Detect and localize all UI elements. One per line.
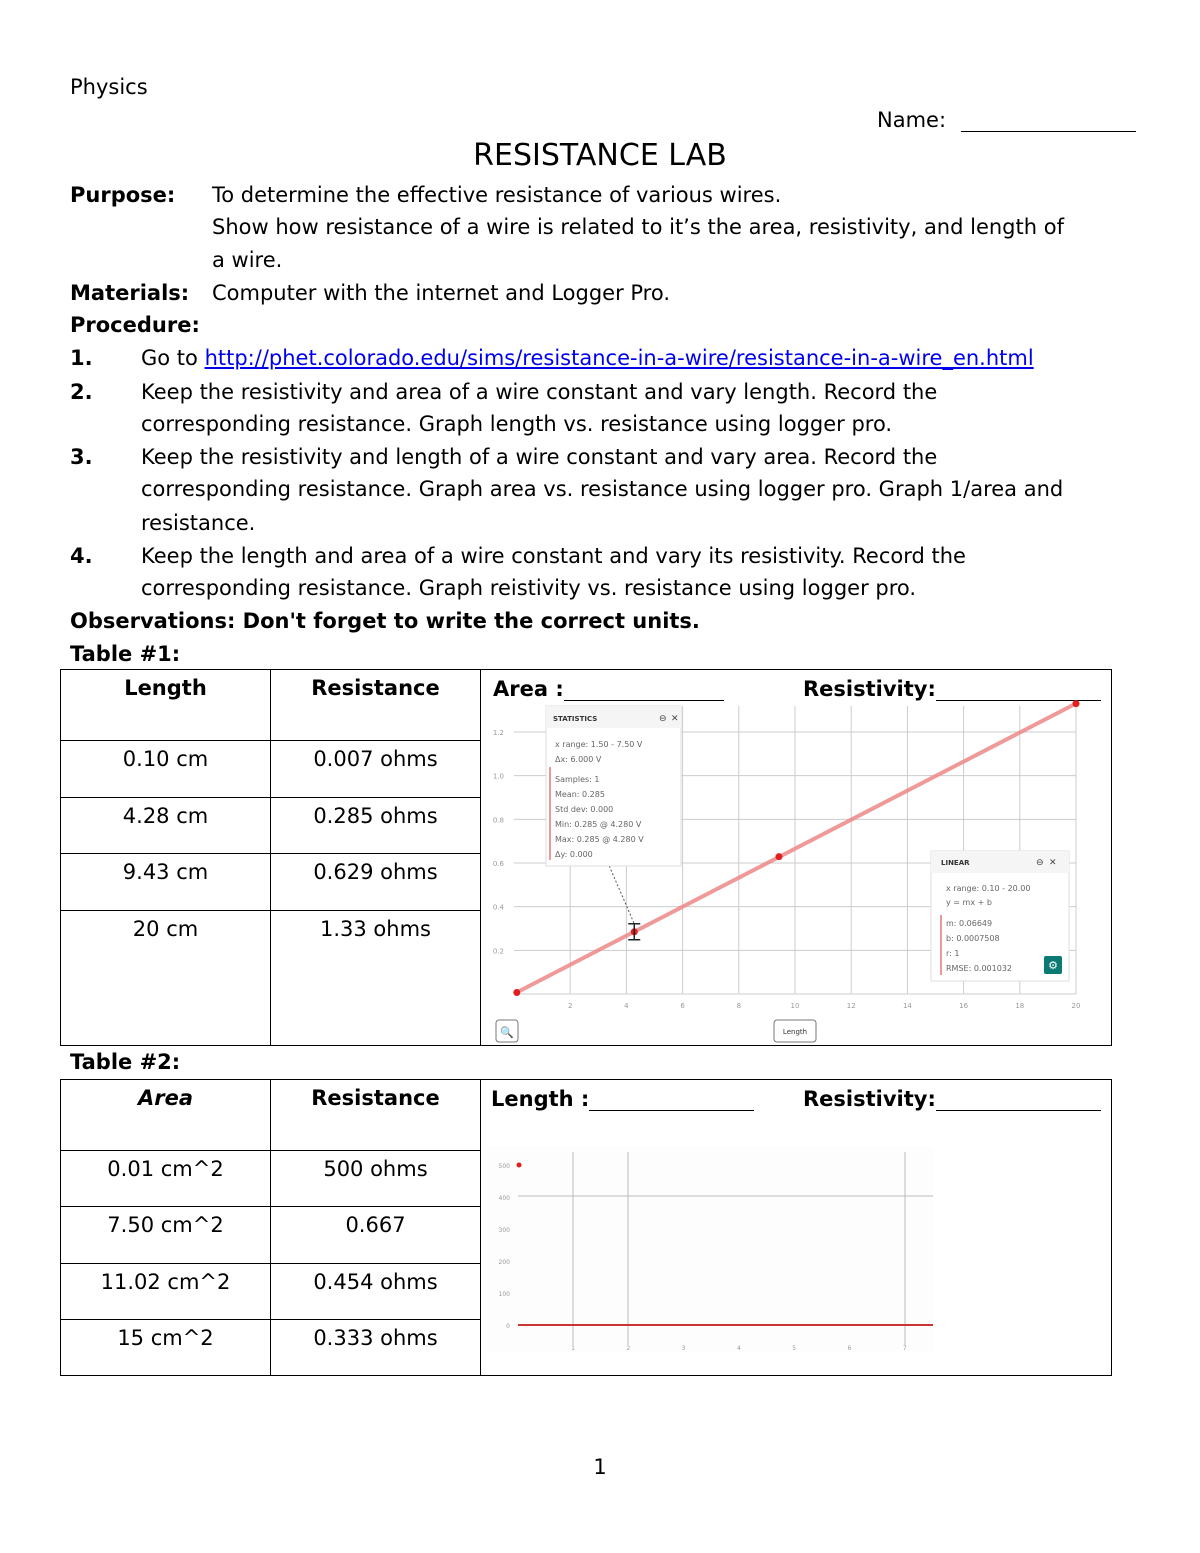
- statistics-line: Δy: 0.000: [555, 850, 593, 859]
- x-tick-label: 6: [847, 1345, 852, 1352]
- close-icon: ✕: [671, 714, 679, 724]
- x-tick-label: 18: [1015, 1002, 1025, 1010]
- y-tick-label: 400: [498, 1195, 510, 1202]
- purpose-label: Purpose:: [70, 183, 176, 207]
- x-tick-label: 6: [680, 1002, 685, 1010]
- cell: 0.333 ohms: [271, 1320, 481, 1376]
- data-point: [775, 853, 782, 860]
- x-tick-label: 2: [567, 1002, 573, 1010]
- linear-line: x range: 0.10 - 20.00: [946, 884, 1031, 893]
- observations-label: Observations: Don't forget to write the correct units.: [70, 609, 700, 633]
- cell: 0.01 cm^2: [61, 1151, 271, 1207]
- linear-line: r: 1: [946, 949, 960, 958]
- cell: 7.50 cm^2: [61, 1207, 271, 1264]
- subject-label: Physics: [70, 75, 148, 99]
- length-label: Length :: [491, 1087, 590, 1111]
- statistics-line: x range: 1.50 - 7.50 V: [555, 740, 643, 749]
- header-length: Length: [61, 670, 271, 741]
- x-tick-label: 1: [571, 1345, 575, 1352]
- cell: 1.33 ohms: [271, 911, 481, 1046]
- header-area: Area: [61, 1080, 271, 1151]
- cell: 9.43 cm: [61, 854, 271, 911]
- resistivity-label: Resistivity:: [803, 677, 936, 701]
- step-text: resistance.: [141, 511, 256, 535]
- data-point: [517, 1163, 522, 1168]
- table1-label: Table #1:: [70, 642, 181, 666]
- y-tick-label: 1.0: [492, 772, 504, 781]
- statistics-title: STATISTICS: [553, 715, 598, 723]
- x-tick-label: 4: [624, 1002, 629, 1010]
- statistics-line: Δx: 6.000 V: [555, 755, 602, 764]
- linear-line: RMSE: 0.001032: [946, 964, 1013, 973]
- statistics-line: Mean: 0.285: [555, 790, 605, 799]
- cell: 15 cm^2: [61, 1320, 271, 1376]
- page-number: 1: [593, 1455, 607, 1479]
- y-tick-label: 200: [498, 1259, 510, 1266]
- cell: 0.10 cm: [61, 741, 271, 798]
- header-resistance: Resistance: [271, 1080, 481, 1151]
- step-number: 1.: [70, 346, 93, 370]
- cell: 0.285 ohms: [271, 798, 481, 854]
- statistics-line: Min: 0.285 @ 4.280 V: [555, 820, 642, 829]
- statistics-line: Max: 0.285 @ 4.280 V: [555, 835, 644, 844]
- step-text: Go to: [141, 346, 205, 370]
- x-tick-label: 10: [790, 1002, 800, 1010]
- length-resistance-chart: [481, 670, 1111, 1045]
- x-tick-label: 4: [736, 1345, 741, 1352]
- statistics-line: Samples: 1: [555, 775, 600, 784]
- plot-background: [486, 1146, 933, 1353]
- x-tick-label: 12: [846, 1002, 856, 1010]
- x-tick-label: 5: [792, 1345, 797, 1352]
- data-point: [513, 989, 520, 996]
- linear-line: m: 0.06649: [946, 919, 993, 928]
- y-tick-label: 0.2: [492, 947, 504, 956]
- step-number: 3.: [70, 445, 93, 469]
- x-tick-label: 8: [736, 1002, 742, 1010]
- cell: 0.667: [271, 1207, 481, 1264]
- step-number: 2.: [70, 380, 93, 404]
- linear-line: y = mx + b: [946, 898, 992, 907]
- step-text: corresponding resistance. Graph reistivity vs. resistance using logger pro.: [141, 576, 917, 600]
- y-tick-label: 0.4: [492, 903, 504, 912]
- cell: 0.629 ohms: [271, 854, 481, 911]
- purpose-line: Show how resistance of a wire is related to it’s the area, resistivity, and length of: [212, 215, 1064, 239]
- data-point: [1073, 700, 1080, 707]
- cell: 11.02 cm^2: [61, 1264, 271, 1320]
- procedure-label: Procedure:: [70, 313, 200, 337]
- purpose-line: a wire.: [212, 248, 283, 272]
- gear-icon: ⚙: [1048, 959, 1058, 972]
- step-text: corresponding resistance. Graph length vs. resistance using logger pro.: [141, 412, 893, 436]
- cell: 4.28 cm: [61, 798, 271, 854]
- collapse-icon: ⊖: [659, 714, 667, 724]
- y-tick-label: 300: [498, 1227, 510, 1234]
- callout-line: [609, 866, 634, 924]
- zoom-icon: 🔍: [500, 1026, 514, 1039]
- materials-text: Computer with the internet and Logger Pro.: [212, 281, 671, 305]
- resistivity-label: Resistivity:: [803, 1087, 936, 1111]
- cell: 500 ohms: [271, 1151, 481, 1207]
- y-tick-label: 0: [506, 1323, 510, 1330]
- purpose-line: To determine the effective resistance of various wires.: [212, 183, 782, 207]
- step-1: [141, 346, 1034, 370]
- y-tick-label: 0.8: [492, 816, 504, 825]
- header-resistance: Resistance: [271, 670, 481, 741]
- table2-label: Table #2:: [70, 1050, 181, 1074]
- step-text: Keep the length and area of a wire constant and vary its resistivity. Record the: [141, 544, 966, 568]
- name-field[interactable]: [877, 108, 1136, 132]
- table-header-row: [61, 1080, 1112, 1151]
- chart-cell-2: [481, 1080, 1112, 1376]
- collapse-icon: ⊖: [1036, 858, 1044, 868]
- page-title: RESISTANCE LAB: [473, 138, 727, 173]
- phet-link[interactable]: http://phet.colorado.edu/sims/resistance-in-a-wire/resistance-in-a-wire_en.html: [204, 346, 1034, 370]
- y-tick-label: 100: [498, 1291, 510, 1298]
- step-text: Keep the resistivity and area of a wire constant and vary length. Record the: [141, 380, 938, 404]
- name-blank[interactable]: [961, 111, 1136, 132]
- x-tick-label: 2: [626, 1345, 631, 1352]
- statistics-line: Std dev: 0.000: [555, 805, 614, 814]
- cell: 0.007 ohms: [271, 741, 481, 798]
- step-number: 4.: [70, 544, 93, 568]
- chart-cell-1: [481, 670, 1112, 1046]
- x-tick-label: 16: [959, 1002, 969, 1010]
- cell: 0.454 ohms: [271, 1264, 481, 1320]
- y-tick-label: 0.6: [492, 860, 504, 868]
- name-label: Name:: [877, 108, 947, 132]
- area-resistance-chart: [481, 1080, 1111, 1376]
- x-axis-label: Length: [782, 1028, 808, 1036]
- step-text: corresponding resistance. Graph area vs. resistance using logger pro. Graph 1/area and: [141, 477, 1064, 501]
- table-2: [60, 1079, 1112, 1376]
- table-header-row: [61, 670, 1112, 741]
- x-tick-label: 14: [902, 1002, 912, 1010]
- area-label: Area :: [493, 677, 564, 701]
- cell: 20 cm: [61, 911, 271, 1046]
- linear-line: b: 0.0007508: [946, 934, 1000, 943]
- step-text: Keep the resistivity and length of a wire constant and vary area. Record the: [141, 445, 938, 469]
- materials-label: Materials:: [70, 281, 190, 305]
- close-icon: ✕: [1049, 858, 1057, 868]
- y-tick-label: 1.2: [492, 729, 504, 737]
- x-tick-label: 20: [1071, 1002, 1081, 1010]
- linear-title: LINEAR: [941, 859, 970, 867]
- y-tick-label: 500: [498, 1163, 510, 1170]
- x-tick-label: 3: [681, 1345, 686, 1352]
- table-1: [60, 669, 1112, 1046]
- x-tick-label: 7: [902, 1345, 907, 1352]
